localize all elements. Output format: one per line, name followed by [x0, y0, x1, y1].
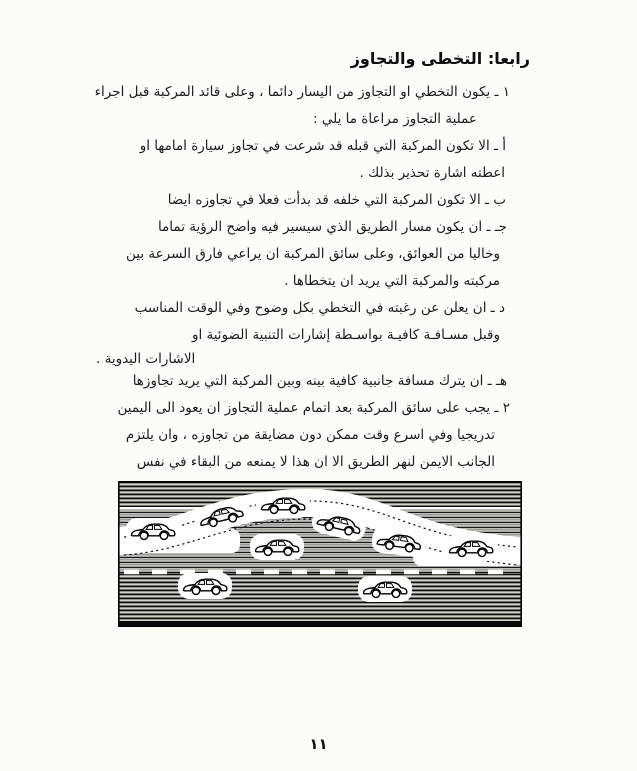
- car-icon: [250, 534, 304, 560]
- text-line: جـ ـ ان يكون مسار الطريق الذي سيسير فيه واضح الرؤية تماما: [157, 219, 507, 235]
- car-icon: [178, 573, 232, 599]
- text-line: مركبته والمركبة التي يريد ان يتخطاها .: [284, 273, 500, 289]
- text-line: هـ ـ ان يترك مسافة جانبية كافية بينه وبين المركبة التي يريد تجاوزها: [132, 373, 507, 389]
- text-line: الجانب الايمن لنهر الطريق الا ان هذا لا يمنعه من البقاء في نفس: [136, 454, 495, 470]
- text-line: وخاليا من العوائق، وعلى سائق المركبة ان يراعي فارق السرعة بين: [125, 246, 500, 262]
- car-icon: [444, 535, 498, 561]
- overtaking-figure-svg: [118, 481, 522, 627]
- text-line: د ـ ان يعلن عن رغبته في التخطي بكل وضوح وفي الوقت المناسب: [134, 300, 505, 316]
- car-icon: [358, 576, 412, 602]
- text-line: اعطته اشارة تحذير بذلك .: [359, 165, 505, 181]
- text-line: عملية التجاوز مراعاة ما يلي :: [313, 111, 477, 127]
- car-icon: [126, 518, 180, 544]
- text-line: الاشارات اليدوية .: [96, 351, 196, 367]
- text-line: ب ـ الا تكون المركبة التي خلفه قد بدأت فعلا في تجاوزه ايضا: [167, 192, 506, 208]
- text-line: وقبل مسـافـة كافيـة بواسـطة إشارات التنبية الضوئية او: [191, 327, 500, 343]
- text-line: أ ـ الا تكون المركبة التي قبله قد شرعت في تجاوز سيارة امامها او: [139, 138, 506, 154]
- section-title: رابعا: التخطى والتجاوز: [350, 49, 530, 68]
- car-icon: [256, 492, 310, 518]
- text-line: ١ ـ يكون التخطي او التجاوز من اليسار دائما ، وعلى قائد المركبة قبل اجراء: [94, 84, 510, 100]
- text-line: تدريجيا وفي اسرع وقت ممكن دون مضايقة من تجاوزه ، وان يلتزم: [125, 427, 495, 443]
- overtaking-illustration: [118, 481, 522, 627]
- page-number: ١١: [309, 735, 328, 753]
- text-line: ٢ ـ يجب على سائق المركبة بعد اتمام عملية التجاوز ان يعود الى اليمين: [117, 400, 510, 416]
